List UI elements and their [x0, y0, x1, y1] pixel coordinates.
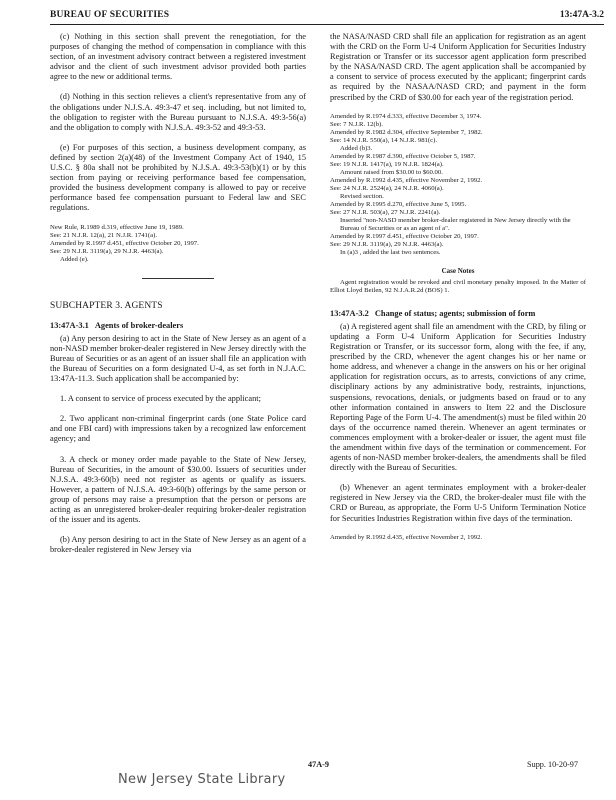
- history-line: Inserted "non-NASD member broker-dealer registered in New Jersey directly with the Bureau of Securities or as an agent of a".: [340, 216, 571, 232]
- paragraph-e: (e) For purposes of this section, a business development company, as defined by section 2(a)(48) of the Investment Company Act of 1940, 15 U.S.C. § 80a shall not be prohibited by N.J.S.A. 49:3-53(b)(1) or by this section from paying or receiving performance based fee compensation, provided the business development company is allowed to pay or receive performance based fee compensation pursuant to Federal law and SEC regulations.: [50, 142, 306, 213]
- section-heading: [330, 309, 586, 319]
- list-item-2: 2. Two applicant non-criminal fingerprint cards (one State Police card and one FBI card) with impressions taken by a recognized law enforcement agency; and: [50, 414, 306, 444]
- library-stamp: New Jersey State Library: [118, 772, 286, 787]
- paragraph-d: (d) Nothing in this section relieves a client's representative from any of the obligations under N.J.S.A. 49:3-47 et seq. including, but not limited to, the obligation to register with the Bureau pursuant to N.J.S.A. 49:3-56(a) and the obligation to comply with N.J.S.A. 49:3-52 and 49:3-53.: [50, 92, 306, 132]
- subchapter-heading: SUBCHAPTER 3. AGENTS: [50, 300, 163, 311]
- page-number: 47A-9: [308, 760, 329, 769]
- header-title: BUREAU OF SECURITIES: [50, 10, 170, 20]
- history-line: See: 7 N.J.R. 12(b).: [330, 120, 383, 128]
- history-line: See: 21 N.J.R. 12(a), 21 N.J.R. 1741(a).: [50, 231, 157, 239]
- history-line: See: 19 N.J.R. 1417(a), 19 N.J.R. 1824(a).: [330, 160, 444, 168]
- paragraph-b: (b) Any person desiring to act in the State of New Jersey as an agent of a broker-dealer registered in New Jersey via: [50, 535, 306, 555]
- section-title: Change of status; agents; submission of form: [374, 308, 536, 318]
- section-heading: [50, 321, 306, 331]
- history-line: Amended by R.1987 d.390, effective October 5, 1987.: [330, 152, 476, 160]
- history-line: Revised section.: [340, 192, 384, 200]
- history-line: New Rule, R.1989 d.319, effective June 19, 1989.: [50, 223, 184, 231]
- list-item-1: 1. A consent to service of process executed by the applicant;: [60, 394, 261, 404]
- paragraph-b-continued: the NASA/NASD CRD shall file an application for registration as an agent with the CRD on the Form U-4 Uniform Application for Securities Industry Registration or Transfer or its successor agent application form prescribed by the NASA/NASD CRD. The agent application shall be accompanied by a consent to service of process executed by the applicant; fingerprint cards as required by the NASAA/NASD CRD; and payment in the form prescribed by the CRD of $30.00 for each year of the registration period.: [330, 32, 586, 102]
- history-line: See: 27 N.J.R. 503(a), 27 N.J.R. 2241(a).: [330, 208, 441, 216]
- history-line: Amount raised from $30.00 to $60.00.: [340, 168, 443, 176]
- history-line: Amended by R.1974 d.333, effective December 3, 1974.: [330, 112, 482, 120]
- section-divider: [142, 278, 214, 279]
- history-line: Added (b)3.: [340, 144, 373, 152]
- history-line: Amended by R.1992 d.435, effective November 2, 1992.: [330, 533, 483, 541]
- running-header: [50, 10, 604, 25]
- history-line: See: 29 N.J.R. 3119(a), 29 N.J.R. 4463(a).: [330, 240, 444, 248]
- history-notes: [50, 224, 306, 264]
- paragraph-a: (a) A registered agent shall file an amendment with the CRD, by filing or updating a Form U-4 Uniform Application for Securities Industry Registration or Transfer, or its successor form, along with the fee, if any, prescribed by the CRD, whenever the agent changes his or her name or home address, and whenever a change in the answers on his or her original application for registration occurs, as to arrests, convictions of any crime, disciplinary actions by any administrative body, restraints, injunctions, suspensions, revocations, denials, or judgments based on fraud or to any other information contained in answers to Item 22 and the Disclosure Reporting Page of the Form U-4. The amendment(s) must be filed within 20 days of the occurrence named therein. Whenever an agent terminates or commences employment with a broker-dealer or issuer, the agent must file the amendment within five days of the termination or commencement. For agents of non-NASD member broker-dealers, the amendments shall be filed directly with the Bureau of Securities.: [330, 321, 586, 473]
- history-line: Amended by R.1997 d.451, effective October 20, 1997.: [330, 232, 479, 240]
- history-line: See: 14 N.J.R. 550(a), 14 N.J.R. 981(c).: [330, 136, 437, 144]
- case-notes-heading: Case Notes: [441, 266, 475, 275]
- history-line: Amended by R.1982 d.304, effective September 7, 1982.: [330, 128, 483, 136]
- section-number: 13:47A-3.1: [50, 320, 89, 330]
- section-title: Agents of broker-dealers: [94, 320, 184, 330]
- section-number: 13:47A-3.2: [330, 308, 369, 318]
- history-line: Amended by R.1992 d.435, effective November 2, 1992.: [330, 176, 483, 184]
- history-line: Amended by R.1997 d.451, effective October 20, 1997.: [50, 239, 199, 247]
- paragraph-a: (a) Any person desiring to act in the State of New Jersey as an agent of a non-NASD member broker-dealer registered in New Jersey directly with the Bureau of Securities or as an agent of an issuer shall file an application with the Bureau of Securities on a form designated U-4, as set forth in N.J.A.C. 13:47A-11.3. Such application shall be accompanied by:: [50, 333, 306, 384]
- history-line: See: 24 N.J.R. 2524(a), 24 N.J.R. 4060(a).: [330, 184, 444, 192]
- header-section-number: 13:47A-3.2: [559, 10, 604, 20]
- history-line: Amended by R.1995 d.270, effective June 5, 1995.: [330, 200, 467, 208]
- list-item-3: 3. A check or money order made payable to the State of New Jersey, Bureau of Securities, in the amount of $30.00. Issuers of securities under N.J.S.A. 49:3-60(b) need not register as agents or qualify as issuers. However, a pattern of N.J.S.A. 49:3-60(b) offerings by the same person or group of persons may raise a presumption that the person or persons are acting as an unregistered broker-dealer requiring broker-dealer registration of the issuer and its agents.: [50, 454, 306, 525]
- left-column: [50, 32, 306, 555]
- history-line: See: 29 N.J.R. 3119(a), 29 N.J.R. 4463(a).: [50, 247, 164, 255]
- history-notes: [330, 113, 586, 257]
- history-line: Added (e).: [60, 255, 89, 263]
- supplement-date: Supp. 10-20-97: [527, 760, 578, 769]
- paragraph-b: (b) Whenever an agent terminates employment with a broker-dealer registered in New Jersey via the CRD, the broker-dealer must file with the CRD or Bureau, as appropriate, the Form U-5 Uniform Termination Notice for Securities Industries Registration within five days of the termination.: [330, 483, 586, 523]
- history-line: In (a)3 , added the last two sentences.: [340, 248, 441, 256]
- case-note: Agent registration would be revoked and civil monetary penalty imposed. In the Matter of Elliot Lloyd Beilen, 92 N.J.A.R.2d (BOS) 1.: [330, 278, 586, 294]
- paragraph-c: (c) Nothing in this section shall prevent the renegotiation, for the purposes of changing the method of compensation in compliance with this section, of an investment advisory contract between a registered investment advisor and the client of such investment advisor provided both parties agree to the new or additional terms.: [50, 32, 306, 82]
- right-column: [330, 32, 586, 542]
